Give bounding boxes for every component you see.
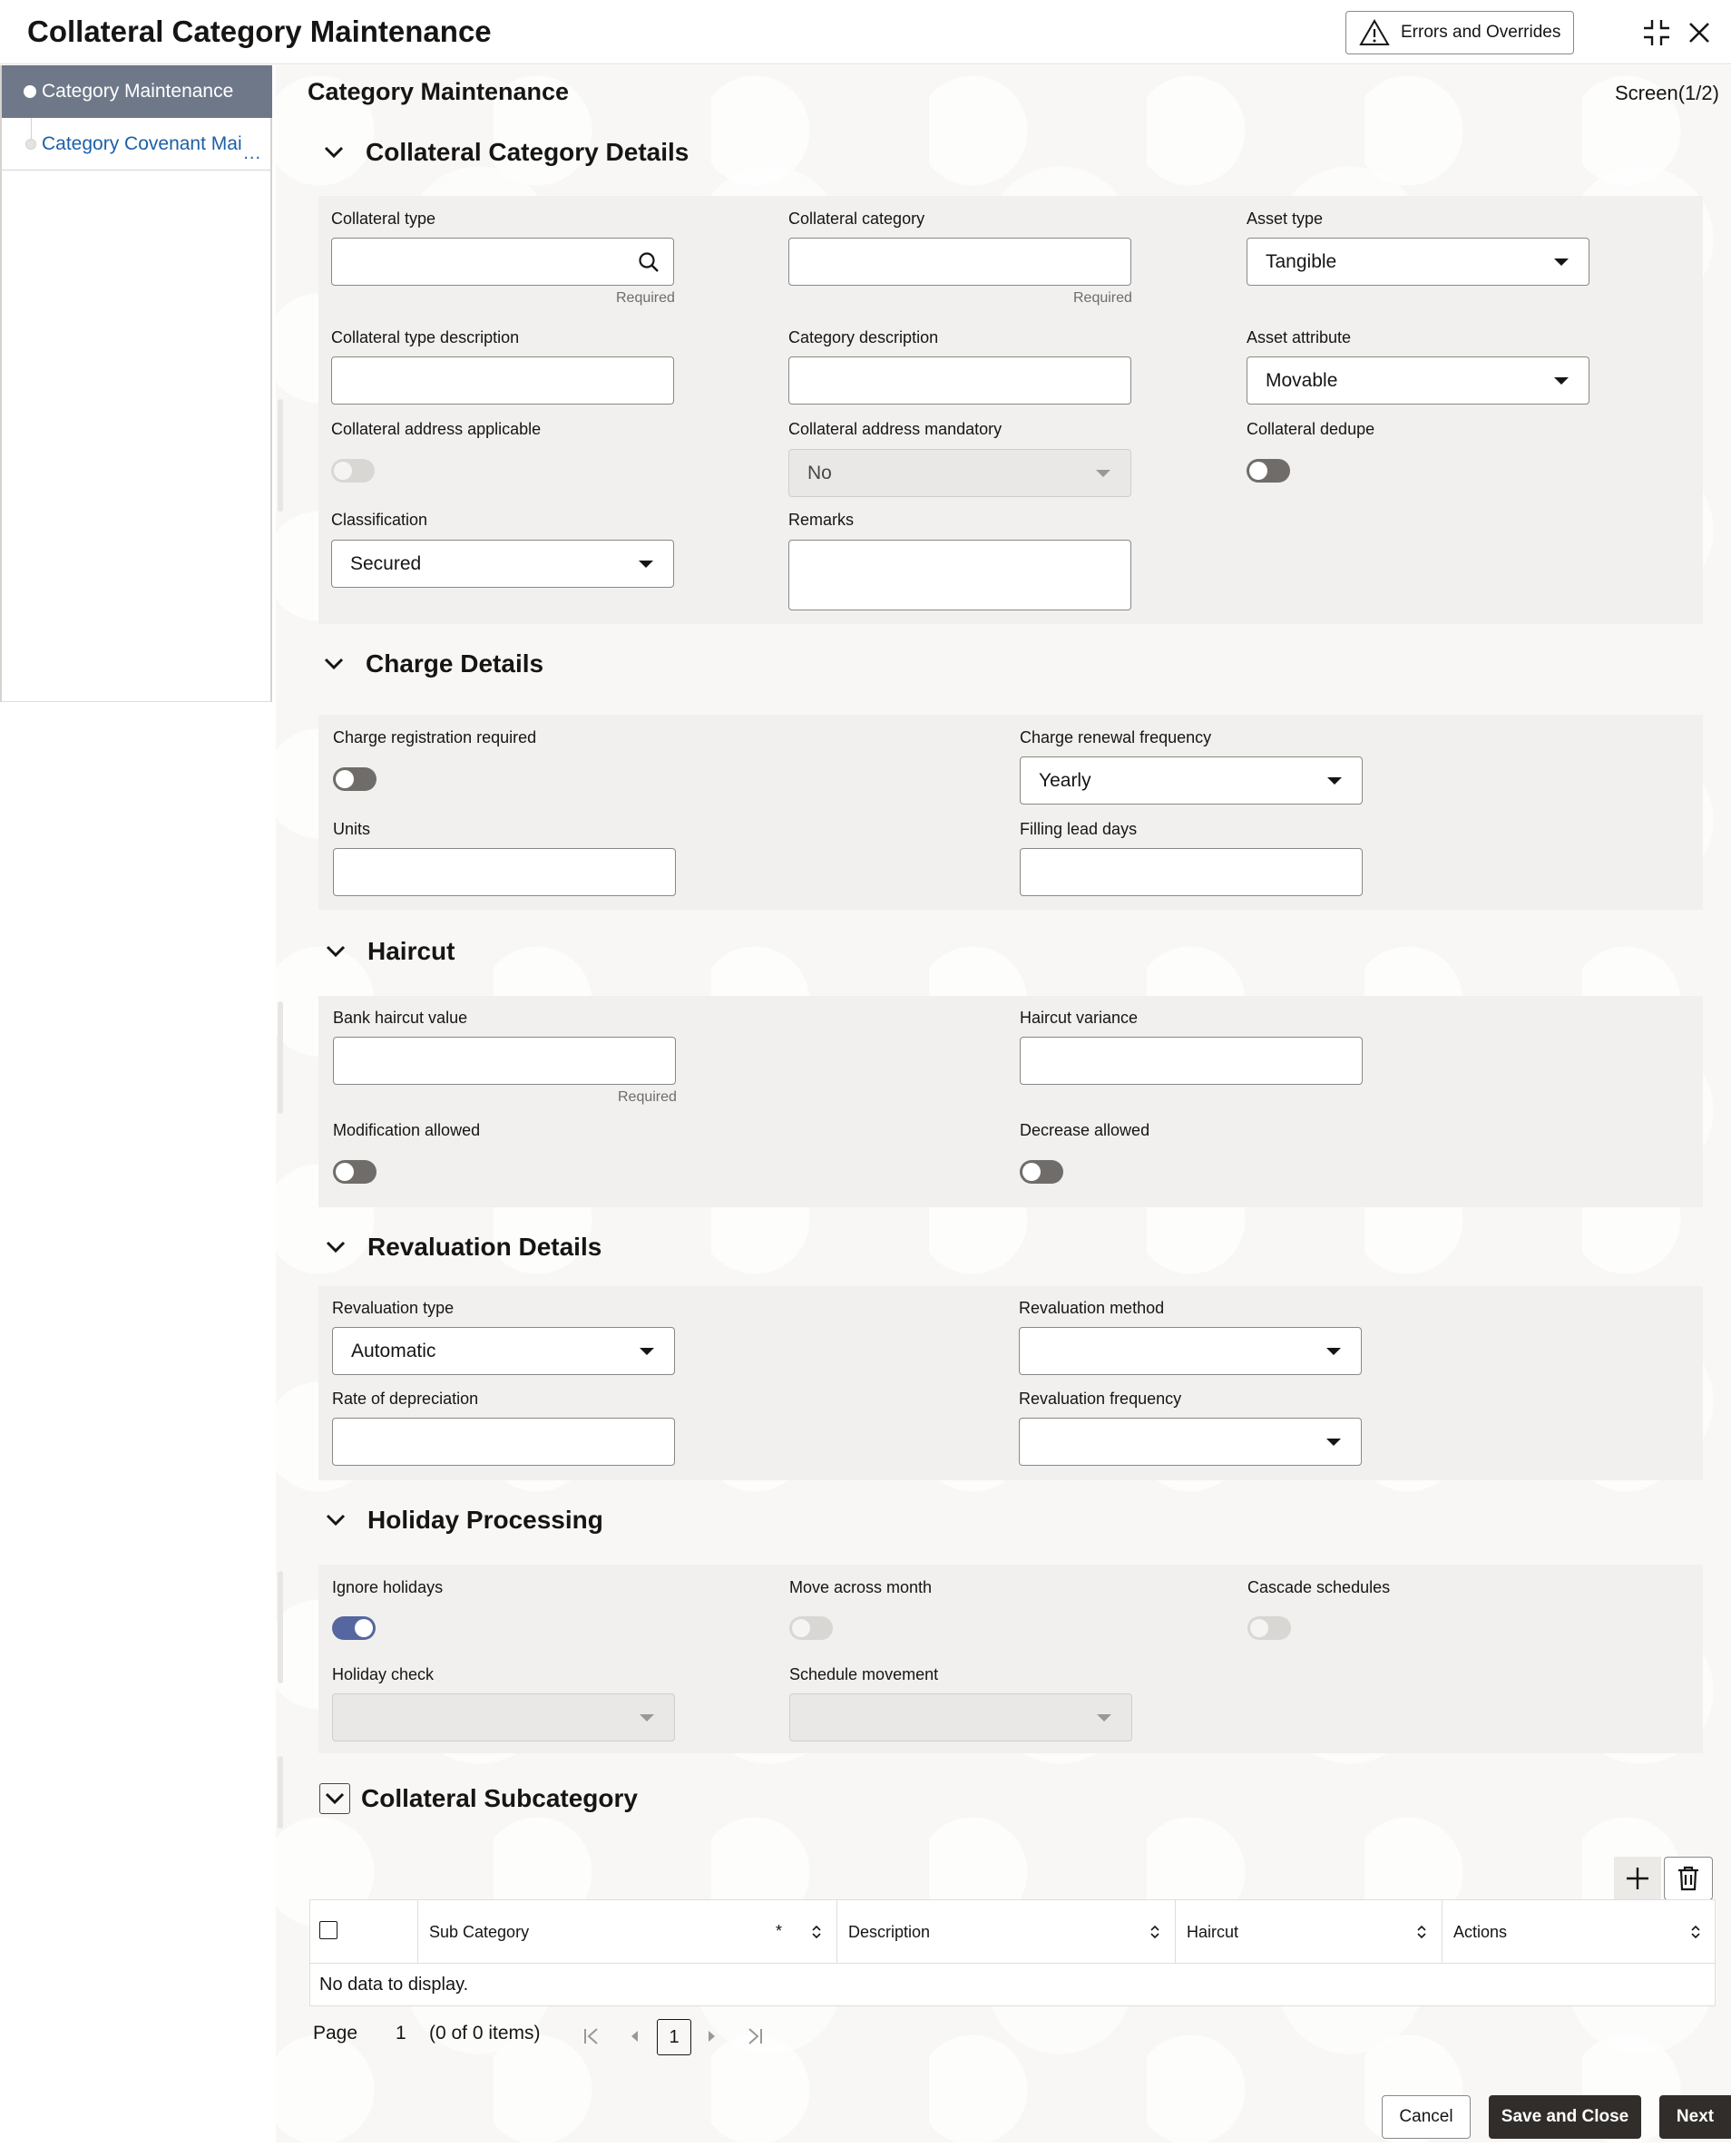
ignore-holidays-toggle[interactable] xyxy=(332,1616,376,1640)
classification-label: Classification xyxy=(331,511,428,529)
sort-icon[interactable] xyxy=(1416,1924,1427,1940)
charge-renewal-value: Yearly xyxy=(1039,769,1091,791)
section-collateral-category-details[interactable] xyxy=(322,138,689,167)
cascade-schedules-label: Cascade schedules xyxy=(1247,1578,1391,1596)
category-description-label: Category description xyxy=(788,328,939,346)
delete-row-button[interactable] xyxy=(1664,1857,1713,1900)
haircut-variance-input[interactable] xyxy=(1020,1037,1363,1085)
required-hint: Required xyxy=(616,290,675,306)
asset-type-label: Asset type xyxy=(1247,210,1324,228)
column-description[interactable] xyxy=(836,1900,1175,1964)
revaluation-frequency-label: Revaluation frequency xyxy=(1019,1390,1182,1408)
scroll-indicator xyxy=(278,1756,283,1829)
first-page-icon[interactable] xyxy=(582,2026,601,2046)
charge-registration-label: Charge registration required xyxy=(333,728,537,746)
errors-overrides-button[interactable] xyxy=(1345,11,1574,54)
modification-allowed-label: Modification allowed xyxy=(333,1121,481,1139)
bank-haircut-value-label: Bank haircut value xyxy=(333,1009,468,1027)
decrease-allowed-toggle[interactable] xyxy=(1020,1160,1063,1184)
last-page-icon[interactable] xyxy=(746,2026,764,2046)
required-hint: Required xyxy=(618,1089,677,1105)
previous-page-icon[interactable] xyxy=(628,2026,641,2046)
collateral-type-description-input[interactable] xyxy=(331,356,674,405)
rate-of-depreciation-input[interactable] xyxy=(332,1418,675,1466)
empty-table-message: No data to display. xyxy=(319,1974,469,1995)
sort-icon[interactable] xyxy=(1149,1924,1160,1940)
chevron-down-icon[interactable] xyxy=(322,141,346,164)
caret-down-icon xyxy=(1554,377,1569,385)
units-label: Units xyxy=(333,820,371,838)
section-holiday-processing[interactable] xyxy=(324,1506,603,1535)
section-title: Collateral Subcategory xyxy=(361,1784,638,1812)
classification-select[interactable] xyxy=(331,540,674,588)
section-title: Revaluation Details xyxy=(367,1233,602,1261)
category-description-input[interactable] xyxy=(788,356,1131,405)
remarks-textarea[interactable] xyxy=(788,540,1131,610)
revaluation-frequency-select[interactable] xyxy=(1019,1418,1362,1466)
nav-item-category-maintenance[interactable] xyxy=(2,65,272,118)
collateral-address-applicable-label: Collateral address applicable xyxy=(331,420,542,438)
revaluation-method-select[interactable] xyxy=(1019,1327,1362,1375)
caret-down-icon xyxy=(1326,1439,1341,1446)
chevron-down-icon[interactable] xyxy=(322,652,346,676)
table-header xyxy=(310,1900,1715,1964)
errors-overrides-label: Errors and Overrides xyxy=(1401,23,1561,42)
collateral-address-mandatory-select[interactable] xyxy=(788,449,1131,497)
title-bar xyxy=(0,0,1731,64)
collateral-type-input[interactable] xyxy=(331,238,674,286)
cancel-button[interactable]: Cancel xyxy=(1382,2095,1471,2139)
revaluation-type-value: Automatic xyxy=(351,1340,436,1361)
add-row-button[interactable] xyxy=(1614,1857,1661,1900)
collateral-type-label: Collateral type xyxy=(331,210,436,228)
collateral-category-input[interactable] xyxy=(788,238,1131,286)
classification-value: Secured xyxy=(350,552,422,574)
revaluation-type-label: Revaluation type xyxy=(332,1299,455,1317)
section-title: Charge Details xyxy=(366,649,544,678)
modification-allowed-toggle[interactable] xyxy=(333,1160,377,1184)
asset-attribute-value: Movable xyxy=(1266,369,1338,391)
charge-renewal-select[interactable] xyxy=(1020,756,1363,805)
pager-page-label: Page xyxy=(313,2023,358,2044)
caret-down-icon xyxy=(1554,259,1569,266)
move-across-month-label: Move across month xyxy=(789,1578,933,1596)
schedule-movement-label: Schedule movement xyxy=(789,1665,939,1683)
pager-items-count: (0 of 0 items) xyxy=(429,2023,541,2044)
sort-icon[interactable] xyxy=(811,1924,822,1940)
caret-down-icon xyxy=(1096,470,1110,477)
section-charge-details[interactable] xyxy=(322,649,543,678)
caret-down-icon xyxy=(640,1714,654,1722)
warning-icon xyxy=(1359,19,1390,46)
pager-current-page[interactable]: 1 xyxy=(657,2019,691,2055)
nav-item-label: Category Covenant Mai xyxy=(42,132,242,154)
screen-indicator: Screen(1/2) xyxy=(1615,82,1719,104)
required-hint: Required xyxy=(1073,290,1132,306)
caret-down-icon xyxy=(640,1348,654,1355)
ignore-holidays-label: Ignore holidays xyxy=(332,1578,444,1596)
page-title: Category Maintenance xyxy=(308,78,570,105)
filling-lead-days-input[interactable] xyxy=(1020,848,1363,896)
charge-registration-toggle[interactable] xyxy=(333,767,377,791)
section-collateral-subcategory[interactable] xyxy=(319,1783,638,1814)
decrease-allowed-label: Decrease allowed xyxy=(1020,1121,1150,1139)
sort-icon[interactable] xyxy=(1690,1924,1701,1940)
revaluation-method-label: Revaluation method xyxy=(1019,1299,1165,1317)
column-actions[interactable] xyxy=(1442,1900,1716,1964)
revaluation-type-select[interactable] xyxy=(332,1327,675,1375)
chevron-down-icon[interactable] xyxy=(324,1508,347,1532)
collateral-type-description-label: Collateral type description xyxy=(331,328,520,346)
pager-page-value[interactable]: 1 xyxy=(396,2023,406,2044)
collateral-address-mandatory-label: Collateral address mandatory xyxy=(788,420,1002,438)
select-all-checkbox[interactable] xyxy=(319,1921,337,1939)
bank-haircut-value-input[interactable] xyxy=(333,1037,676,1085)
collateral-dedupe-toggle[interactable] xyxy=(1247,459,1290,483)
asset-type-select[interactable] xyxy=(1247,238,1589,286)
nav-ellipsis: ... xyxy=(243,143,261,163)
asset-attribute-label: Asset attribute xyxy=(1247,328,1352,346)
next-button[interactable]: Next xyxy=(1659,2095,1731,2139)
nav-step-dot xyxy=(24,85,36,98)
nav-item-label: Category Maintenance xyxy=(42,81,234,102)
caret-down-icon xyxy=(1327,777,1342,785)
section-title: Holiday Processing xyxy=(367,1506,603,1534)
trash-icon xyxy=(1676,1865,1701,1892)
subcategory-table xyxy=(309,1899,1716,2006)
nav-item-category-covenant[interactable] xyxy=(2,118,272,171)
filling-lead-days-label: Filling lead days xyxy=(1020,820,1138,838)
charge-renewal-label: Charge renewal frequency xyxy=(1020,728,1212,746)
save-and-close-button[interactable]: Save and Close xyxy=(1489,2095,1641,2139)
move-across-month-toggle[interactable] xyxy=(789,1616,833,1640)
holiday-check-label: Holiday check xyxy=(332,1665,435,1683)
rate-of-depreciation-label: Rate of depreciation xyxy=(332,1390,479,1408)
chevron-down-icon[interactable] xyxy=(319,1783,350,1814)
section-title: Haircut xyxy=(367,937,455,965)
chevron-down-icon[interactable] xyxy=(324,1235,347,1259)
column-label: Sub Category xyxy=(429,1922,530,1941)
asset-type-value: Tangible xyxy=(1266,250,1337,272)
holiday-check-select[interactable] xyxy=(332,1693,675,1741)
caret-down-icon xyxy=(639,561,653,568)
section-title: Collateral Category Details xyxy=(366,138,689,166)
search-icon[interactable] xyxy=(637,250,660,274)
section-revaluation-details[interactable] xyxy=(324,1233,601,1262)
column-label: Haircut xyxy=(1187,1922,1239,1941)
cascade-schedules-toggle[interactable] xyxy=(1247,1616,1291,1640)
haircut-variance-label: Haircut variance xyxy=(1020,1009,1139,1027)
collateral-category-label: Collateral category xyxy=(788,210,925,228)
next-page-icon[interactable] xyxy=(706,2026,719,2046)
schedule-movement-select[interactable] xyxy=(789,1693,1132,1741)
column-haircut[interactable] xyxy=(1175,1900,1442,1964)
required-marker: * xyxy=(775,1922,782,1940)
scroll-indicator xyxy=(278,1571,283,1683)
collateral-address-applicable-toggle[interactable] xyxy=(331,459,375,483)
scroll-indicator xyxy=(278,399,283,512)
nav-step-dot xyxy=(25,139,36,150)
column-label: Actions xyxy=(1453,1922,1508,1941)
collateral-address-mandatory-value: No xyxy=(807,462,832,483)
caret-down-icon xyxy=(1097,1714,1111,1722)
chevron-down-icon[interactable] xyxy=(324,940,347,963)
plus-icon xyxy=(1624,1865,1651,1892)
close-icon[interactable] xyxy=(1681,15,1717,51)
remarks-label: Remarks xyxy=(788,511,855,529)
haircut-panel xyxy=(318,996,1703,1207)
asset-attribute-select[interactable] xyxy=(1247,356,1589,405)
units-input[interactable] xyxy=(333,848,676,896)
column-label: Description xyxy=(848,1922,931,1941)
section-haircut[interactable] xyxy=(324,937,455,966)
minimize-icon[interactable] xyxy=(1638,15,1675,51)
window-title: Collateral Category Maintenance xyxy=(27,15,492,48)
caret-down-icon xyxy=(1326,1348,1341,1355)
collateral-dedupe-label: Collateral dedupe xyxy=(1247,420,1375,438)
scroll-indicator xyxy=(278,1001,283,1114)
column-sub-category[interactable] xyxy=(417,1900,836,1964)
left-navigation xyxy=(0,65,272,702)
